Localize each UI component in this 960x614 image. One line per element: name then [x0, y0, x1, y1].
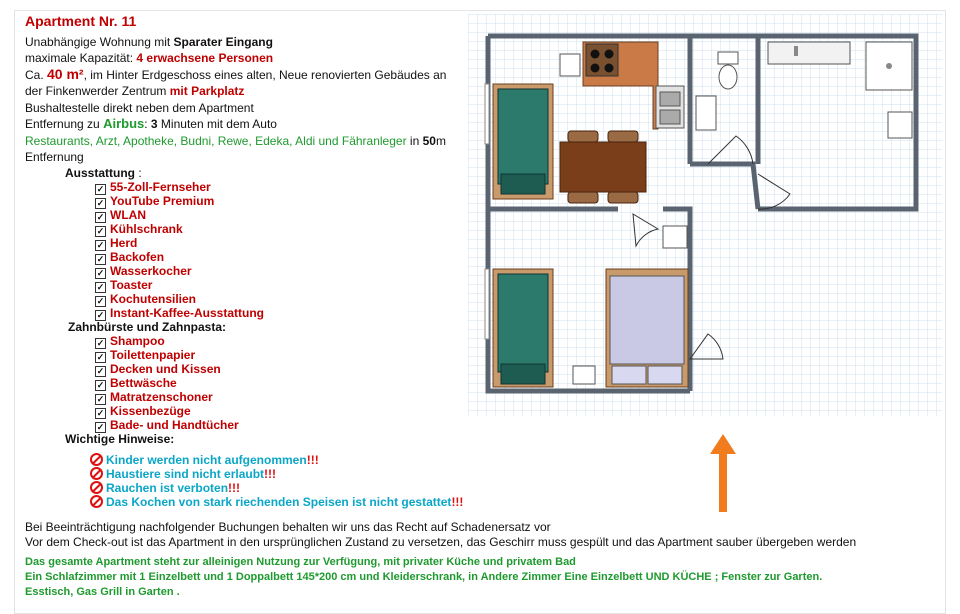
- note-item: Kinder werden nicht aufgenommen!!!: [90, 451, 319, 467]
- window: [485, 84, 489, 144]
- equipment-item: ✓ Kühlschrank: [96, 222, 183, 236]
- equipment-item: ✓ Toaster: [96, 278, 153, 292]
- single-bed-bottom: [493, 269, 553, 387]
- arrow-up-icon: [708, 432, 738, 514]
- intro-line-1: Unabhängige Wohnung mit Sparater Eingang: [25, 35, 273, 49]
- equipment-item: ✓ YouTube Premium: [96, 194, 215, 208]
- no-entry-icon: [90, 495, 103, 508]
- note-item: Rauchen ist verboten!!!: [90, 479, 240, 495]
- notes-heading: Wichtige Hinweise:: [65, 432, 175, 446]
- intro-line-5: Bushaltestelle direkt neben dem Apartment: [25, 101, 254, 115]
- note-item: Haustiere sind nicht erlaubt!!!: [90, 465, 276, 481]
- toiletries-item: ✓ Toilettenpapier: [96, 348, 196, 362]
- intro-line-8: Entfernung: [25, 150, 84, 164]
- equipment-item: ✓ Herd: [96, 236, 138, 250]
- dining-table: [560, 131, 646, 203]
- toiletries-item: ✓ Kissenbezüge: [96, 404, 191, 418]
- equipment-item: ✓ 55-Zoll-Fernseher: [96, 180, 211, 194]
- intro-line-6: Entfernung zu Airbus: 3 Minuten mit dem Auto: [25, 116, 277, 131]
- footer-green-2: Ein Schlafzimmer mit 1 Einzelbett und 1 Doppalbett 145*200 cm und Kleiderschrank, in Andere Zimmer Eine Einzelbett UND KÜCHE ; Fenster zur Garten.: [25, 571, 823, 583]
- footer-green-1: Das gesamte Apartment steht zur alleinigen Nutzung zur Verfügung, mit privater Küche und privatem Bad: [25, 556, 576, 568]
- footer-green-3: Esstisch, Gas Grill in Garten .: [25, 586, 180, 598]
- intro-line-3: Ca. 40 m², im Hinter Erdgeschoss eines alten, Neue renovierten Gebäudes an: [25, 66, 447, 82]
- footer-line-2: Vor dem Check-out ist das Apartment in den ursprünglichen Zustand zu versetzen, das Geschirr muss gespült und das Apartment sauber übergeben werden: [25, 535, 857, 549]
- single-bed-top: [493, 84, 553, 199]
- footer-line-1: Bei Beeinträchtigung nachfolgender Buchungen behalten wir uns das Recht auf Schadenersatz vor: [25, 520, 551, 534]
- floor-plan: [468, 14, 942, 416]
- window: [485, 269, 489, 339]
- page-title: Apartment Nr. 11: [25, 13, 137, 29]
- equipment-item: ✓ WLAN: [96, 208, 146, 222]
- intro-line-2: maximale Kapazität: 4 erwachsene Personen: [25, 51, 274, 65]
- toiletries-item: ✓ Bettwäsche: [96, 376, 177, 390]
- equipment-item: ✓ Wasserkocher: [96, 264, 192, 278]
- equipment-item: ✓ Kochutensilien: [96, 292, 197, 306]
- equipment-heading: Ausstattung :: [65, 166, 142, 180]
- toiletries-item: ✓ Matratzenschoner: [96, 390, 213, 404]
- equipment-item: ✓ Backofen: [96, 250, 165, 264]
- equipment-item: ✓ Instant-Kaffee-Ausstattung: [96, 306, 265, 320]
- intro-line-7: Restaurants, Arzt, Apotheke, Budni, Rewe, Edeka, Aldi und Fähranleger in 50m: [25, 134, 446, 148]
- toiletries-item: ✓ Bade- und Handtücher: [96, 418, 239, 432]
- toiletries-item: ✓ Decken und Kissen: [96, 362, 221, 376]
- note-item: Das Kochen von stark riechenden Speisen ist nicht gestattet!!!: [90, 493, 463, 509]
- intro-line-4: der Finkenwerder Zentrum mit Parkplatz: [25, 84, 245, 98]
- toiletries-heading: Zahnbürste und Zahnpasta:: [68, 320, 227, 334]
- toiletries-item: ✓ Shampoo: [96, 334, 165, 348]
